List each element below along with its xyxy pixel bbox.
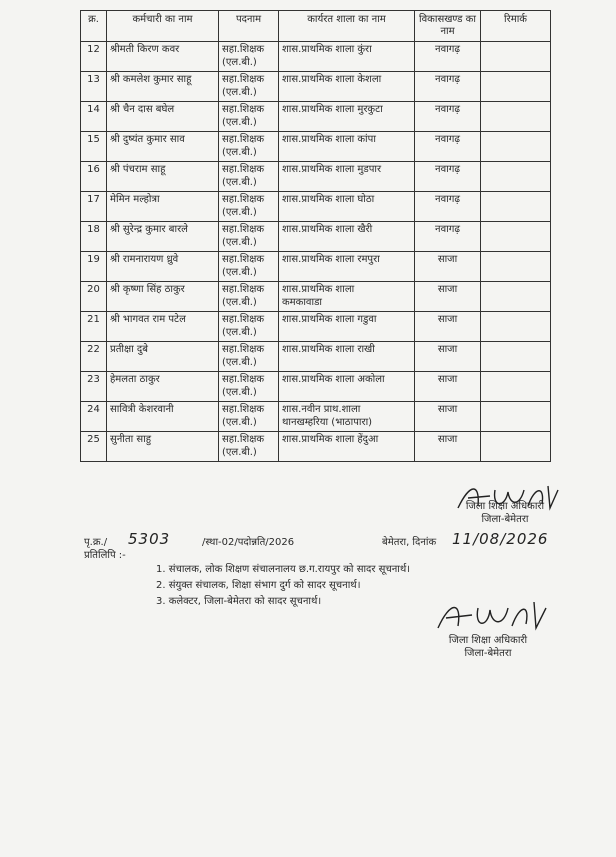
cell-post bbox=[219, 312, 279, 342]
table-row bbox=[81, 162, 551, 192]
cell-remark bbox=[481, 72, 551, 102]
school-line: शास.प्राथमिक शाला घोठा bbox=[282, 194, 375, 205]
officer-designation-1: जिला शिक्षा अधिकारी bbox=[465, 501, 545, 512]
cell-school bbox=[279, 372, 415, 402]
cell-school bbox=[279, 72, 415, 102]
cell-remark bbox=[481, 252, 551, 282]
school-line: शास.प्राथमिक शाला मुडपार bbox=[282, 164, 382, 175]
col-header-remark: रिमार्क bbox=[481, 11, 551, 42]
school-line: शास.प्राथमिक शाला कांपा bbox=[282, 134, 376, 145]
cell-name: सुनीता साहु bbox=[107, 432, 219, 462]
cell-block: साजा bbox=[415, 432, 481, 462]
post-line: सहा.शिक्षक bbox=[222, 254, 265, 265]
officer-district-2: जिला-बेमेतरा bbox=[464, 648, 512, 659]
school-line: शास.प्राथमिक शाला राखी bbox=[282, 344, 375, 355]
cell-sn: 18 bbox=[81, 222, 107, 252]
cell-block: साजा bbox=[415, 282, 481, 312]
cell-school bbox=[279, 42, 415, 72]
table-row bbox=[81, 372, 551, 402]
cell-remark bbox=[481, 402, 551, 432]
table-row bbox=[81, 282, 551, 312]
cell-post bbox=[219, 162, 279, 192]
post-line: (एल.बी.) bbox=[222, 357, 257, 368]
cell-sn: 12 bbox=[81, 42, 107, 72]
copy-item: 2. संयुक्त संचालक, शिक्षा संभाग दुर्ग को सादर सूचनार्थ। bbox=[156, 580, 361, 591]
post-line: सहा.शिक्षक bbox=[222, 404, 265, 415]
table-row bbox=[81, 402, 551, 432]
col-header-post: पदनाम bbox=[219, 11, 279, 42]
post-line: सहा.शिक्षक bbox=[222, 134, 265, 145]
col-header-block: विकासखण्ड का नाम bbox=[415, 11, 481, 42]
order-number: 5303 bbox=[128, 530, 171, 548]
staff-table bbox=[80, 10, 551, 462]
cell-sn: 16 bbox=[81, 162, 107, 192]
post-line: सहा.शिक्षक bbox=[222, 74, 265, 85]
signature-block-2 bbox=[428, 634, 548, 660]
cell-name: श्री सुरेन्द्र कुमार बारले bbox=[107, 222, 219, 252]
post-line: सहा.शिक्षक bbox=[222, 374, 265, 385]
cell-block: साजा bbox=[415, 402, 481, 432]
post-line: सहा.शिक्षक bbox=[222, 284, 265, 295]
cell-block: नवागढ़ bbox=[415, 222, 481, 252]
table-row bbox=[81, 42, 551, 72]
cell-block: साजा bbox=[415, 252, 481, 282]
cell-school bbox=[279, 432, 415, 462]
copy-label: प्रतिलिपि :- bbox=[84, 550, 126, 561]
table-row bbox=[81, 192, 551, 222]
cell-name: मेमिन मल्होत्रा bbox=[107, 192, 219, 222]
cell-sn: 24 bbox=[81, 402, 107, 432]
cell-school bbox=[279, 222, 415, 252]
post-line: (एल.बी.) bbox=[222, 147, 257, 158]
col-header-school: कार्यरत शाला का नाम bbox=[279, 11, 415, 42]
cell-sn: 22 bbox=[81, 342, 107, 372]
copy-list bbox=[156, 562, 410, 610]
cell-school bbox=[279, 102, 415, 132]
post-line: (एल.बी.) bbox=[222, 117, 257, 128]
cell-post bbox=[219, 372, 279, 402]
table-row bbox=[81, 132, 551, 162]
cell-name: श्री दुष्यंत कुमार साव bbox=[107, 132, 219, 162]
col-header-name: कर्मचारी का नाम bbox=[107, 11, 219, 42]
post-line: (एल.बी.) bbox=[222, 447, 257, 458]
school-line: शास.प्राथमिक शाला मुरकुटा bbox=[282, 104, 383, 115]
school-line: शास.नवीन प्राथ.शाला bbox=[282, 404, 361, 415]
cell-post bbox=[219, 192, 279, 222]
order-ref: /स्था-02/पदोन्नति/2026 bbox=[202, 537, 295, 548]
post-line: (एल.बी.) bbox=[222, 237, 257, 248]
cell-remark bbox=[481, 132, 551, 162]
cell-post bbox=[219, 42, 279, 72]
signature-2 bbox=[430, 596, 580, 636]
cell-remark bbox=[481, 312, 551, 342]
post-line: (एल.बी.) bbox=[222, 387, 257, 398]
cell-school bbox=[279, 192, 415, 222]
cell-sn: 19 bbox=[81, 252, 107, 282]
post-line: सहा.शिक्षक bbox=[222, 194, 265, 205]
table-row bbox=[81, 72, 551, 102]
post-line: (एल.बी.) bbox=[222, 207, 257, 218]
cell-block: साजा bbox=[415, 312, 481, 342]
post-line: सहा.शिक्षक bbox=[222, 314, 265, 325]
table-row bbox=[81, 252, 551, 282]
post-line: (एल.बी.) bbox=[222, 327, 257, 338]
cell-remark bbox=[481, 342, 551, 372]
cell-block: साजा bbox=[415, 342, 481, 372]
post-line: सहा.शिक्षक bbox=[222, 434, 265, 445]
cell-name: श्रीमती किरण कवर bbox=[107, 42, 219, 72]
col-header-sn: क्र. bbox=[81, 11, 107, 42]
post-line: सहा.शिक्षक bbox=[222, 224, 265, 235]
cell-remark bbox=[481, 162, 551, 192]
cell-remark bbox=[481, 372, 551, 402]
cell-name: श्री पंचराम साहू bbox=[107, 162, 219, 192]
school-line: शास.प्राथमिक शाला केशला bbox=[282, 74, 382, 85]
post-line: सहा.शिक्षक bbox=[222, 104, 265, 115]
school-line: शास.प्राथमिक शाला कुंरा bbox=[282, 44, 372, 55]
post-line: (एल.बी.) bbox=[222, 57, 257, 68]
cell-remark bbox=[481, 102, 551, 132]
cell-school bbox=[279, 312, 415, 342]
cell-school bbox=[279, 252, 415, 282]
cell-post bbox=[219, 402, 279, 432]
cell-name: हेमलता ठाकुर bbox=[107, 372, 219, 402]
signature-block-1 bbox=[440, 500, 570, 526]
order-prefix: पृ.क्र./ bbox=[84, 537, 108, 548]
cell-school bbox=[279, 132, 415, 162]
cell-sn: 20 bbox=[81, 282, 107, 312]
cell-name: श्री कमलेश कुमार साहू bbox=[107, 72, 219, 102]
copy-item: 3. कलेक्टर, जिला-बेमेतरा को सादर सूचनार्थ। bbox=[156, 596, 322, 607]
school-line: शास.प्राथमिक शाला गडुवा bbox=[282, 314, 377, 325]
post-line: सहा.शिक्षक bbox=[222, 164, 265, 175]
post-line: (एल.बी.) bbox=[222, 177, 257, 188]
cell-name: श्री कृष्णा सिंह ठाकुर bbox=[107, 282, 219, 312]
place-date-label: बेमेतरा, दिनांक bbox=[382, 537, 437, 548]
table-row bbox=[81, 312, 551, 342]
table-row bbox=[81, 432, 551, 462]
cell-sn: 13 bbox=[81, 72, 107, 102]
cell-remark bbox=[481, 282, 551, 312]
cell-post bbox=[219, 432, 279, 462]
post-line: (एल.बी.) bbox=[222, 87, 257, 98]
cell-name: श्री भागवत राम पटेल bbox=[107, 312, 219, 342]
post-line: (एल.बी.) bbox=[222, 417, 257, 428]
cell-sn: 23 bbox=[81, 372, 107, 402]
cell-post bbox=[219, 342, 279, 372]
cell-post bbox=[219, 72, 279, 102]
cell-remark bbox=[481, 432, 551, 462]
cell-remark bbox=[481, 42, 551, 72]
post-line: (एल.बी.) bbox=[222, 267, 257, 278]
cell-sn: 17 bbox=[81, 192, 107, 222]
table-row bbox=[81, 102, 551, 132]
cell-name: सावित्री केशरवानी bbox=[107, 402, 219, 432]
school-line: शास.प्राथमिक शाला खैरी bbox=[282, 224, 373, 235]
table-row bbox=[81, 342, 551, 372]
cell-school bbox=[279, 402, 415, 432]
cell-post bbox=[219, 222, 279, 252]
cell-post bbox=[219, 102, 279, 132]
cell-block: साजा bbox=[415, 372, 481, 402]
cell-post bbox=[219, 282, 279, 312]
copy-item: 1. संचालक, लोक शिक्षण संचालनालय छ.ग.रायपुर को सादर सूचनार्थ। bbox=[156, 564, 411, 575]
cell-school bbox=[279, 342, 415, 372]
post-line: सहा.शिक्षक bbox=[222, 344, 265, 355]
school-line: शास.प्राथमिक शाला bbox=[282, 284, 355, 295]
cell-block: नवागढ़ bbox=[415, 162, 481, 192]
school-line: थानखम्हरिया (भाठापारा) bbox=[282, 417, 373, 428]
table-header-row bbox=[81, 11, 551, 42]
cell-name: श्री चैन दास बघेल bbox=[107, 102, 219, 132]
cell-school bbox=[279, 162, 415, 192]
school-line: कमकावाडा bbox=[282, 297, 323, 308]
cell-school bbox=[279, 282, 415, 312]
cell-remark bbox=[481, 222, 551, 252]
officer-district-1: जिला-बेमेतरा bbox=[481, 514, 529, 525]
cell-name: प्रतीक्षा दुबे bbox=[107, 342, 219, 372]
school-line: शास.प्राथमिक शाला हेंदुआ bbox=[282, 434, 379, 445]
cell-sn: 25 bbox=[81, 432, 107, 462]
post-line: (एल.बी.) bbox=[222, 297, 257, 308]
cell-block: नवागढ़ bbox=[415, 192, 481, 222]
order-date: 11/08/2026 bbox=[452, 530, 549, 548]
table-row bbox=[81, 222, 551, 252]
cell-post bbox=[219, 252, 279, 282]
cell-block: नवागढ़ bbox=[415, 132, 481, 162]
cell-remark bbox=[481, 192, 551, 222]
school-line: शास.प्राथमिक शाला अकोला bbox=[282, 374, 385, 385]
cell-sn: 21 bbox=[81, 312, 107, 342]
cell-sn: 15 bbox=[81, 132, 107, 162]
cell-sn: 14 bbox=[81, 102, 107, 132]
cell-block: नवागढ़ bbox=[415, 72, 481, 102]
cell-block: नवागढ़ bbox=[415, 42, 481, 72]
school-line: शास.प्राथमिक शाला रमपुरा bbox=[282, 254, 380, 265]
cell-block: नवागढ़ bbox=[415, 102, 481, 132]
officer-designation-2: जिला शिक्षा अधिकारी bbox=[448, 635, 528, 646]
cell-post bbox=[219, 132, 279, 162]
cell-name: श्री रामनारायण ध्रुवे bbox=[107, 252, 219, 282]
post-line: सहा.शिक्षक bbox=[222, 44, 265, 55]
